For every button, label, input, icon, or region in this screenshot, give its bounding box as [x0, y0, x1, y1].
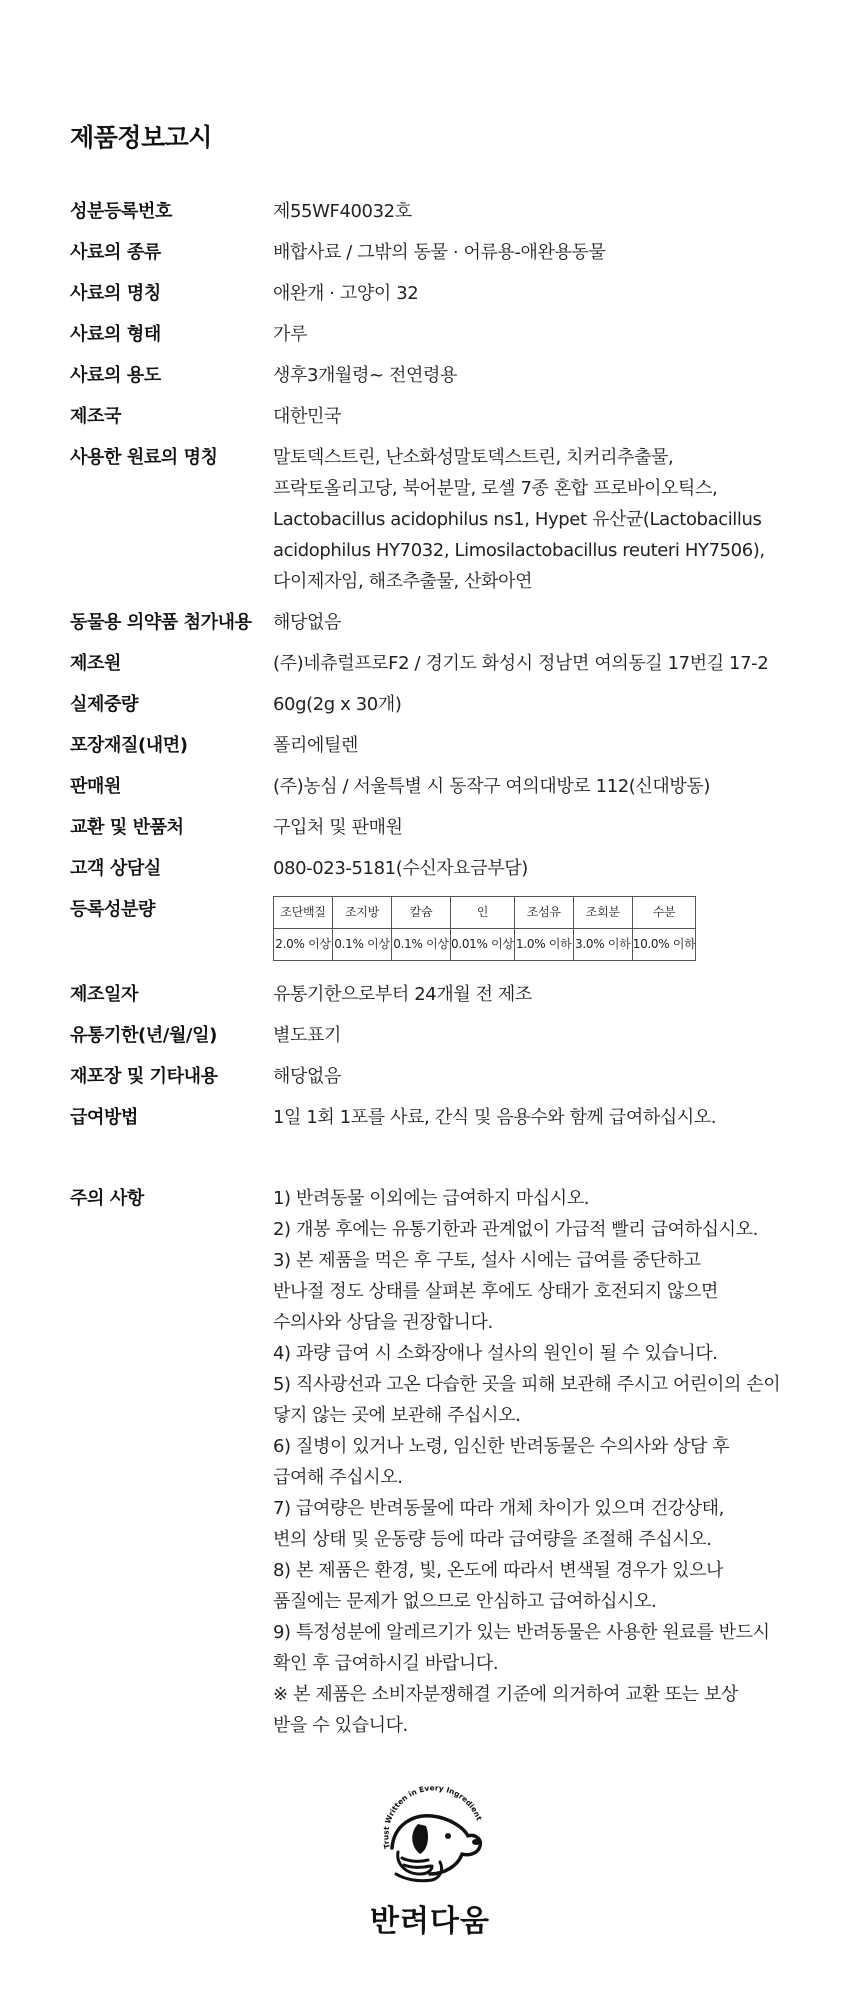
- row-value: [273, 894, 800, 961]
- info-row: [70, 360, 800, 391]
- composition-table: [273, 896, 696, 961]
- info-row: [70, 319, 800, 350]
- value-line: 가루: [273, 324, 307, 345]
- caution-line: 1) 반려동물 이외에는 급여하지 마십시오.: [273, 1188, 590, 1209]
- row-value: [273, 1061, 800, 1092]
- row-value: [273, 730, 800, 761]
- info-row: [70, 442, 800, 597]
- info-row: [70, 1102, 800, 1133]
- value-line: 프락토올리고당, 북어분말, 로셀 7종 혼합 프로바이오틱스,: [273, 478, 718, 499]
- row-label: 제조원: [70, 653, 121, 674]
- row-value: [273, 1102, 800, 1133]
- row-label: 실제중량: [70, 694, 138, 715]
- row-label: 급여방법: [70, 1107, 138, 1128]
- row-value: [273, 1020, 800, 1051]
- caution-line: 품질에는 문제가 없으므로 안심하고 급여하십시오.: [273, 1591, 657, 1612]
- value-line: 유통기한으로부터 24개월 전 제조: [273, 984, 532, 1005]
- composition-header-cell: 수분: [632, 897, 696, 929]
- composition-value-cell: 3.0% 이하: [573, 929, 632, 961]
- info-row: [70, 730, 800, 761]
- info-row: [70, 278, 800, 309]
- row-value: [273, 278, 800, 309]
- brand-name: 반려다움: [370, 1904, 490, 1939]
- row-label: 성분등록번호: [70, 201, 172, 222]
- value-line: 1일 1회 1포를 사료, 간식 및 음용수와 함께 급여하십시오.: [273, 1107, 717, 1128]
- value-line: 폴리에틸렌: [273, 735, 358, 756]
- caution-line: 5) 직사광선과 고온 다습한 곳을 피해 보관해 주시고 어린이의 손이: [273, 1374, 781, 1395]
- row-label: 사료의 용도: [70, 365, 161, 386]
- composition-value-cell: 0.1% 이상: [392, 929, 451, 961]
- caution-line: 9) 특정성분에 알레르기가 있는 반려동물은 사용한 원료를 반드시: [273, 1622, 770, 1643]
- value-line: 해당없음: [273, 612, 341, 633]
- row-value: [273, 689, 800, 720]
- row-label: 등록성분량: [70, 899, 155, 920]
- row-label: 사료의 형태: [70, 324, 161, 345]
- value-line: 말토덱스트린, 난소화성말토덱스트린, 치커리추출물,: [273, 447, 674, 468]
- row-label: 판매원: [70, 776, 121, 797]
- caution-row: [70, 1183, 800, 1741]
- value-line: 해당없음: [273, 1066, 341, 1087]
- composition-value-row: [274, 929, 696, 961]
- composition-header-cell: 인: [451, 897, 515, 929]
- row-value: [273, 360, 800, 391]
- value-line: 제55WF40032호: [273, 201, 412, 222]
- page-title: 제품정보고시: [70, 123, 212, 152]
- row-label: 포장재질(내면): [70, 735, 188, 756]
- value-line: 생후3개월령~ 전연령용: [273, 365, 457, 386]
- caution-line: 확인 후 급여하시길 바랍니다.: [273, 1653, 499, 1674]
- caution-text: [273, 1183, 800, 1741]
- row-value: [273, 853, 800, 884]
- value-line: 구입처 및 판매원: [273, 817, 403, 838]
- info-row: [70, 812, 800, 843]
- value-line: 대한민국: [273, 406, 341, 427]
- caution-line: ※ 본 제품은 소비자분쟁해결 기준에 의거하여 교환 또는 보상: [273, 1684, 738, 1705]
- caution-line: 7) 급여량은 반려동물에 따라 개체 차이가 있으며 건강상태,: [273, 1498, 724, 1519]
- info-table-bottom: [70, 979, 800, 1133]
- row-value: [273, 196, 800, 227]
- row-label: 사료의 종류: [70, 242, 161, 263]
- row-label: 교환 및 반품처: [70, 817, 184, 838]
- caution-line: 8) 본 제품은 환경, 빛, 온도에 따라서 변색될 경우가 있으나: [273, 1560, 723, 1581]
- row-label: 유통기한(년/월/일): [70, 1025, 217, 1046]
- info-row: [70, 648, 800, 679]
- caution-line: 닿지 않는 곳에 보관해 주십시오.: [273, 1405, 521, 1426]
- value-line: (주)네츄럴프로F2 / 경기도 화성시 정남면 여의동길 17번길 17-2: [273, 653, 769, 674]
- value-line: 60g(2g x 30개): [273, 694, 402, 715]
- row-value: [273, 237, 800, 268]
- composition-value-cell: 10.0% 이하: [632, 929, 696, 961]
- info-row: [70, 853, 800, 884]
- row-value: [273, 812, 800, 843]
- value-line: acidophilus HY7032, Limosilactobacillus reuteri HY7506),: [273, 540, 765, 561]
- caution-line: 3) 본 제품을 먹은 후 구토, 설사 시에는 급여를 중단하고: [273, 1250, 701, 1271]
- caution-line: 4) 과량 급여 시 소화장애나 설사의 원인이 될 수 있습니다.: [273, 1343, 718, 1364]
- row-label: 제조일자: [70, 984, 138, 1005]
- composition-header-cell: 칼슘: [392, 897, 451, 929]
- composition-header-cell: 조회분: [573, 897, 632, 929]
- caution-line: 받을 수 있습니다.: [273, 1715, 408, 1736]
- composition-value-cell: 0.01% 이상: [451, 929, 515, 961]
- row-value: [273, 771, 800, 802]
- composition-value-cell: 2.0% 이상: [274, 929, 333, 961]
- row-label: 재포장 및 기타내용: [70, 1066, 218, 1087]
- row-label: 사료의 명칭: [70, 283, 161, 304]
- caution-line: 2) 개봉 후에는 유통기한과 관계없이 가급적 빨리 급여하십시오.: [273, 1219, 758, 1240]
- info-row: [70, 607, 800, 638]
- caution-line: 6) 질병이 있거나 노령, 임신한 반려동물은 수의사와 상담 후: [273, 1436, 730, 1457]
- row-label: 제조국: [70, 406, 121, 427]
- composition-header-cell: 조단백질: [274, 897, 333, 929]
- brand-logo-area: [0, 1770, 860, 1940]
- row-value: [273, 401, 800, 432]
- composition-header-row: [274, 897, 696, 929]
- logo-arc-text: Trust Written in Every Ingredient: [381, 1783, 484, 1850]
- info-row: [70, 196, 800, 227]
- info-row: [70, 401, 800, 432]
- composition-value-cell: 0.1% 이상: [333, 929, 392, 961]
- composition-header-cell: 조지방: [333, 897, 392, 929]
- value-line: (주)농심 / 서울특별 시 동작구 여의대방로 112(신대방동): [273, 776, 710, 797]
- row-value: [273, 648, 800, 679]
- info-row: [70, 689, 800, 720]
- composition-row: [70, 894, 800, 961]
- composition-header-cell: 조섬유: [514, 897, 573, 929]
- product-info-notice: [70, 118, 800, 1751]
- row-label: 주의 사항: [70, 1188, 144, 1209]
- info-row: [70, 237, 800, 268]
- composition-value-cell: 1.0% 이하: [514, 929, 573, 961]
- row-value: [273, 979, 800, 1010]
- row-label: 동물용 의약품 첨가내용: [70, 612, 252, 633]
- caution-line: 급여해 주십시오.: [273, 1467, 403, 1488]
- info-row: [70, 979, 800, 1010]
- info-row: [70, 771, 800, 802]
- row-label: 고객 상담실: [70, 858, 161, 879]
- info-row: [70, 1061, 800, 1092]
- value-line: 배합사료 / 그밖의 동물 · 어류용-애완용동물: [273, 242, 606, 263]
- caution-line: 반나절 정도 상태를 살펴본 후에도 상태가 호전되지 않으면: [273, 1281, 718, 1302]
- value-line: 애완개 · 고양이 32: [273, 283, 419, 304]
- row-label: 사용한 원료의 명칭: [70, 447, 218, 468]
- brand-logo-icon: [340, 1770, 520, 1890]
- row-value: [273, 442, 800, 597]
- caution-line: 변의 상태 및 운동량 등에 따라 급여량을 조절해 주십시오.: [273, 1529, 712, 1550]
- value-line: 080-023-5181(수신자요금부담): [273, 858, 528, 879]
- value-line: Lactobacillus acidophilus ns1, Hypet 유산균(Lactobacillus: [273, 509, 762, 530]
- row-value: [273, 607, 800, 638]
- value-line: 다이제자임, 해조추출물, 산화아연: [273, 571, 533, 592]
- row-value: [273, 319, 800, 350]
- info-table-top: [70, 196, 800, 884]
- caution-line: 수의사와 상담을 권장합니다.: [273, 1312, 493, 1333]
- info-row: [70, 1020, 800, 1051]
- value-line: 별도표기: [273, 1025, 341, 1046]
